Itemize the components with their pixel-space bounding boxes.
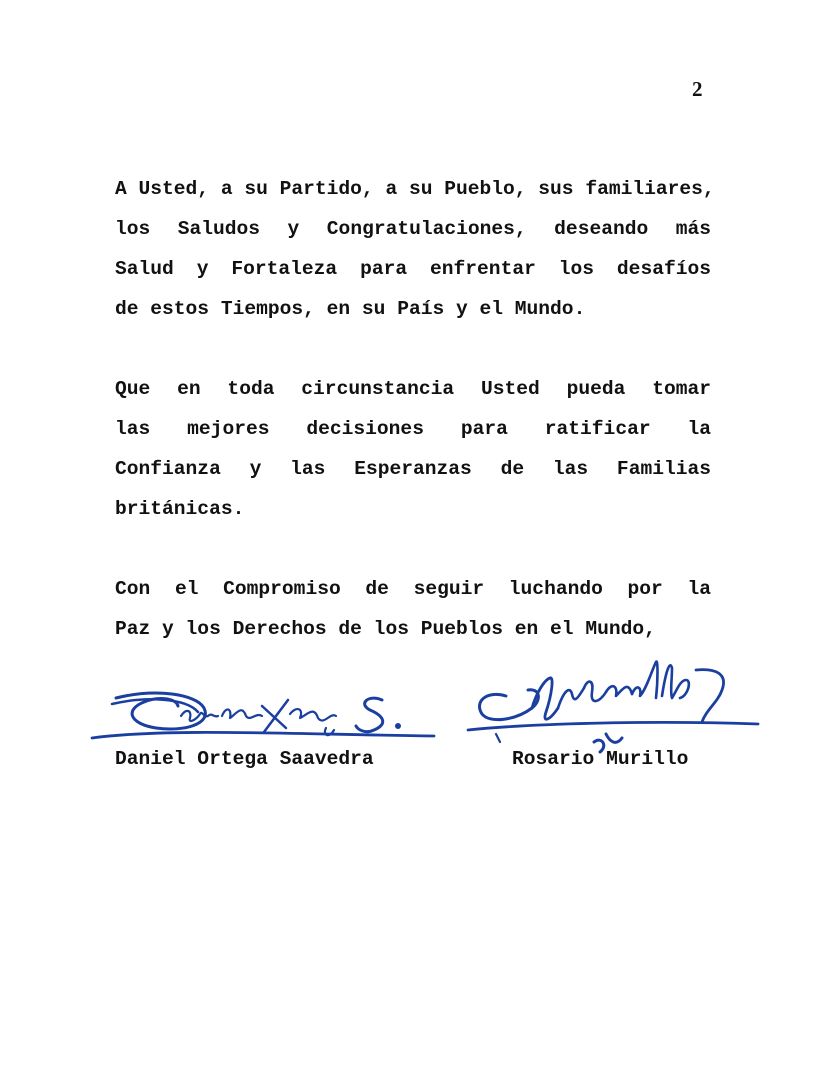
text-line: de estos Tiempos, en su País y el Mundo. (115, 298, 586, 320)
text-line: Con el Compromiso de seguir luchando por la (115, 578, 711, 600)
signer-name-daniel-ortega: Daniel Ortega Saavedra (115, 748, 374, 770)
text-line: Salud y Fortaleza para enfrentar los desafíos (115, 258, 711, 280)
text-line: las mejores decisiones para ratificar la (115, 418, 711, 440)
text-line: Paz y los Derechos de los Pueblos en el Mundo, (115, 618, 656, 640)
signature-daniel-ortega (86, 676, 446, 756)
paragraph-commitment (115, 576, 711, 656)
paragraph-greetings (115, 176, 715, 336)
text-line: británicas. (115, 498, 245, 520)
paragraph-wishes (115, 376, 711, 536)
text-line: los Saludos y Congratulaciones, deseando más (115, 218, 711, 240)
text-line: A Usted, a su Partido, a su Pueblo, sus familiares, (115, 178, 715, 200)
signer-name-rosario-murillo: Rosario Murillo (512, 748, 689, 770)
signature-rosario-murillo (466, 650, 766, 755)
page-number: 2 (692, 77, 703, 101)
text-line: Que en toda circunstancia Usted pueda tomar (115, 378, 711, 400)
text-line: Confianza y las Esperanzas de las Familias (115, 458, 711, 480)
